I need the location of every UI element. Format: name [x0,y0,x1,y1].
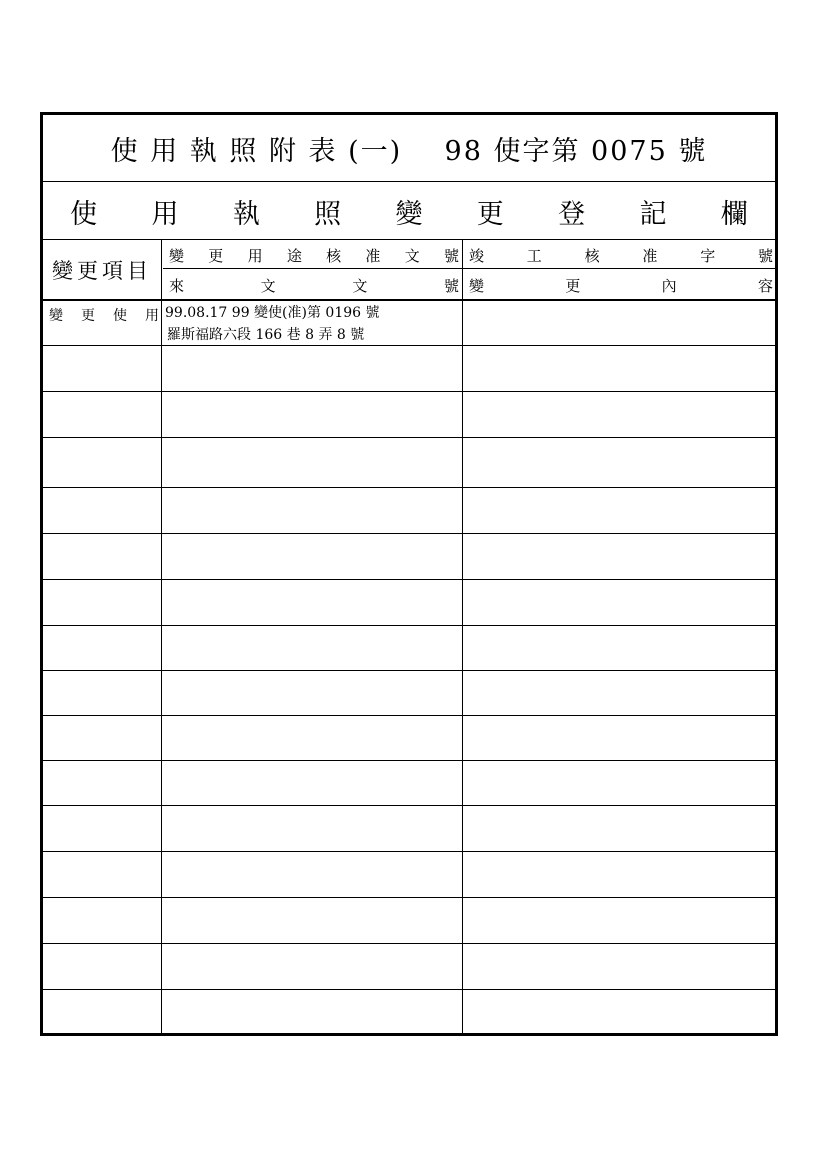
header-char: 文 [404,246,420,265]
row-divider [43,715,775,716]
banner-char: 執 [232,198,260,230]
header-char: 字 [700,246,716,265]
column-divider [462,239,463,1036]
entry-approval-line: 99.08.17 99 變使(准)第 0196 號 [165,305,380,321]
header-char: 內 [661,276,677,295]
header-char: 核 [584,246,600,265]
column-divider [161,239,162,1036]
banner-char: 變 [395,198,423,230]
header-char: 准 [365,246,381,265]
item-char: 變 [49,308,63,324]
banner-char: 更 [476,198,504,230]
banner-char: 照 [314,198,342,230]
row1-left-header [167,243,461,267]
header-char: 途 [286,246,302,265]
header-char: 變 [469,276,485,295]
item-char: 更 [81,308,95,324]
row-divider [43,391,775,392]
row2-left-header [167,273,461,297]
banner-char: 記 [639,198,667,230]
divider [43,299,775,301]
banner-char: 登 [558,198,586,230]
entry-item [49,305,159,325]
banner-char: 欄 [720,198,748,230]
header-char: 號 [757,246,773,265]
header-char: 號 [443,276,459,295]
header-char: 文 [352,276,368,295]
row1-right-header [467,243,775,267]
row-divider [43,989,775,990]
header-char: 號 [443,246,459,265]
header-char: 來 [169,276,185,295]
row-divider [43,487,775,488]
row2-right-header [467,273,775,297]
header-char: 更 [565,276,581,295]
header-char: 容 [757,276,773,295]
row-divider [43,625,775,626]
header-char: 文 [260,276,276,295]
form-title: 使 用 執 照 附 表 (一) 98 使字第 0075 號 [110,135,708,167]
row-divider [43,670,775,671]
header-char: 工 [526,246,542,265]
divider [43,239,775,240]
divider [163,268,778,269]
banner-title [43,183,775,239]
header-char: 准 [642,246,658,265]
form-frame [40,112,778,1036]
row-divider [43,805,775,806]
divider [43,181,775,182]
entry-address-line: 羅斯福路六段 166 巷 8 弄 8 號 [167,327,365,343]
header-char: 更 [208,246,224,265]
row-divider [43,851,775,852]
item-header: 變更項目 [52,258,152,283]
row-divider [43,943,775,944]
banner-char: 使 [70,198,98,230]
header-char: 變 [169,246,185,265]
row-divider [43,760,775,761]
row-divider [43,533,775,534]
item-char: 用 [145,308,159,324]
header-char: 用 [247,246,263,265]
row-divider [43,579,775,580]
row-divider [43,897,775,898]
header-char: 竣 [469,246,485,265]
banner-char: 用 [151,198,179,230]
row-divider [43,345,775,346]
header-char: 核 [326,246,342,265]
row-divider [43,437,775,438]
item-char: 使 [113,308,127,324]
